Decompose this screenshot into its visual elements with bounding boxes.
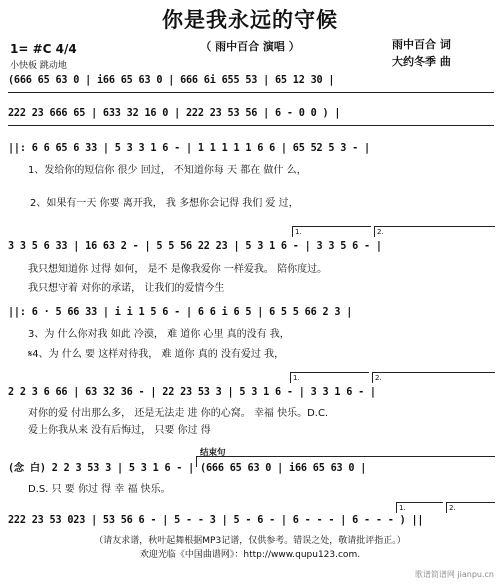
lyric-line: D.S. 只 要 你过 得 幸 福 快乐。: [28, 484, 171, 495]
volta-label: 1.: [399, 504, 406, 512]
composer-credit: 大约冬季 曲: [392, 55, 451, 68]
score-line-1: (666 65 63 0 | i66 65 63 0 | 666 6i 655 53 | 65 12 30 |: [8, 75, 335, 86]
lyric-line: 爱上你我从来 没有后悔过， 只要 你过 得: [28, 425, 211, 436]
volta-bracket: [374, 226, 495, 237]
score-line-7: (念 白) 2 2 3 53 3 | 5 3 1 6 - | (666 65 63 0 | i66 65 63 0 |: [8, 463, 367, 474]
volta-label: 1.: [293, 374, 300, 382]
volta-label: 2.: [377, 228, 384, 236]
score-line-3: ||: 6 6 65 6 33 | 5 3 3 1 6 - | 1 1 1 1 1 6 6 | 65 52 5 3 - |: [8, 143, 370, 154]
lyric-line: 1、发给你的短信你 很少 回过， 不知道你每 天 都在 做什 么，: [28, 165, 307, 176]
score-line-8: 222 23 53 023 | 53 56 6 - | 5 - - 3 | 5 - 6 - | 6 - - - | 6 - - - ) ||: [8, 515, 424, 526]
volta-label: 2.: [449, 504, 456, 512]
volta-label: 2.: [375, 374, 382, 382]
score-line-4: 3 3 5 6 33 | 16 63 2 - | 5 5 56 22 23 | 5 3 1 6 - | 3 3 5 6 - |: [8, 241, 382, 252]
song-title: 你是我永远的守候: [162, 7, 338, 32]
score-line-6: 2 2 3 6 66 | 63 32 36 - | 22 23 53 3 | 5 3 1 6 - | 3 3 1 6 - |: [8, 387, 376, 398]
lyric-line: 3、为 什么你对我 如此 冷漠， 难 道你 心里 真的没有 我，: [28, 329, 290, 340]
transcription-note: （请友求谱，秋叶起舞根据MP3记谱，仅供参考。错误之处，敬请批评指正。）: [94, 536, 406, 546]
volta-label: 1.: [295, 228, 302, 236]
lyric-line: 我只想知道你 过得 如何， 是不 是像我爱你 一样爱我。 陪你度过。: [28, 264, 328, 275]
key-signature: 1= #C 4/4: [10, 42, 77, 56]
volta-bracket: [292, 226, 371, 237]
score-line-5: ||: 6 · 5 66 33 | i i 1 5 6 - | 6 6 i 6 5 | 6 5 5 66 2 3 |: [8, 307, 353, 318]
score-line-2: 222 23 666 65 | 633 32 16 0 | 222 23 53 56 | 6 - 0 0 ) |: [8, 108, 341, 119]
ending-label: 结束句: [200, 448, 226, 458]
lyricist-credit: 雨中百合 词: [392, 38, 451, 51]
lyric-line: 𝄋4、为 什么 要 这样对待我， 难 道你 真的 没有爱过 我，: [28, 349, 285, 360]
performer-line: （ 雨中百合 演唱 ）: [200, 40, 300, 53]
site-welcome: 欢迎光临《中国曲谱网》：http://www.qupu123.com.: [139, 550, 361, 560]
staff-divider: [8, 92, 494, 93]
staff-divider: [8, 125, 494, 126]
watermark: 歌谱简谱网 jianpu.cn: [414, 570, 494, 579]
volta-bracket: [372, 372, 495, 383]
tempo-style-note: 小快板 跳动地: [10, 61, 67, 71]
lyric-line: 2、如果有一天 你要 离开我， 我 多想你会记得 我们 爱 过，: [30, 198, 299, 209]
lyric-line: 对你的爱 付出那么多， 还是无法走 进 你的心窝。 幸福 快乐。D.C.: [28, 408, 329, 419]
lyric-line: 我只想守着 对你的承诺， 让我们的爱情今生: [28, 283, 225, 294]
volta-bracket: [290, 372, 369, 383]
